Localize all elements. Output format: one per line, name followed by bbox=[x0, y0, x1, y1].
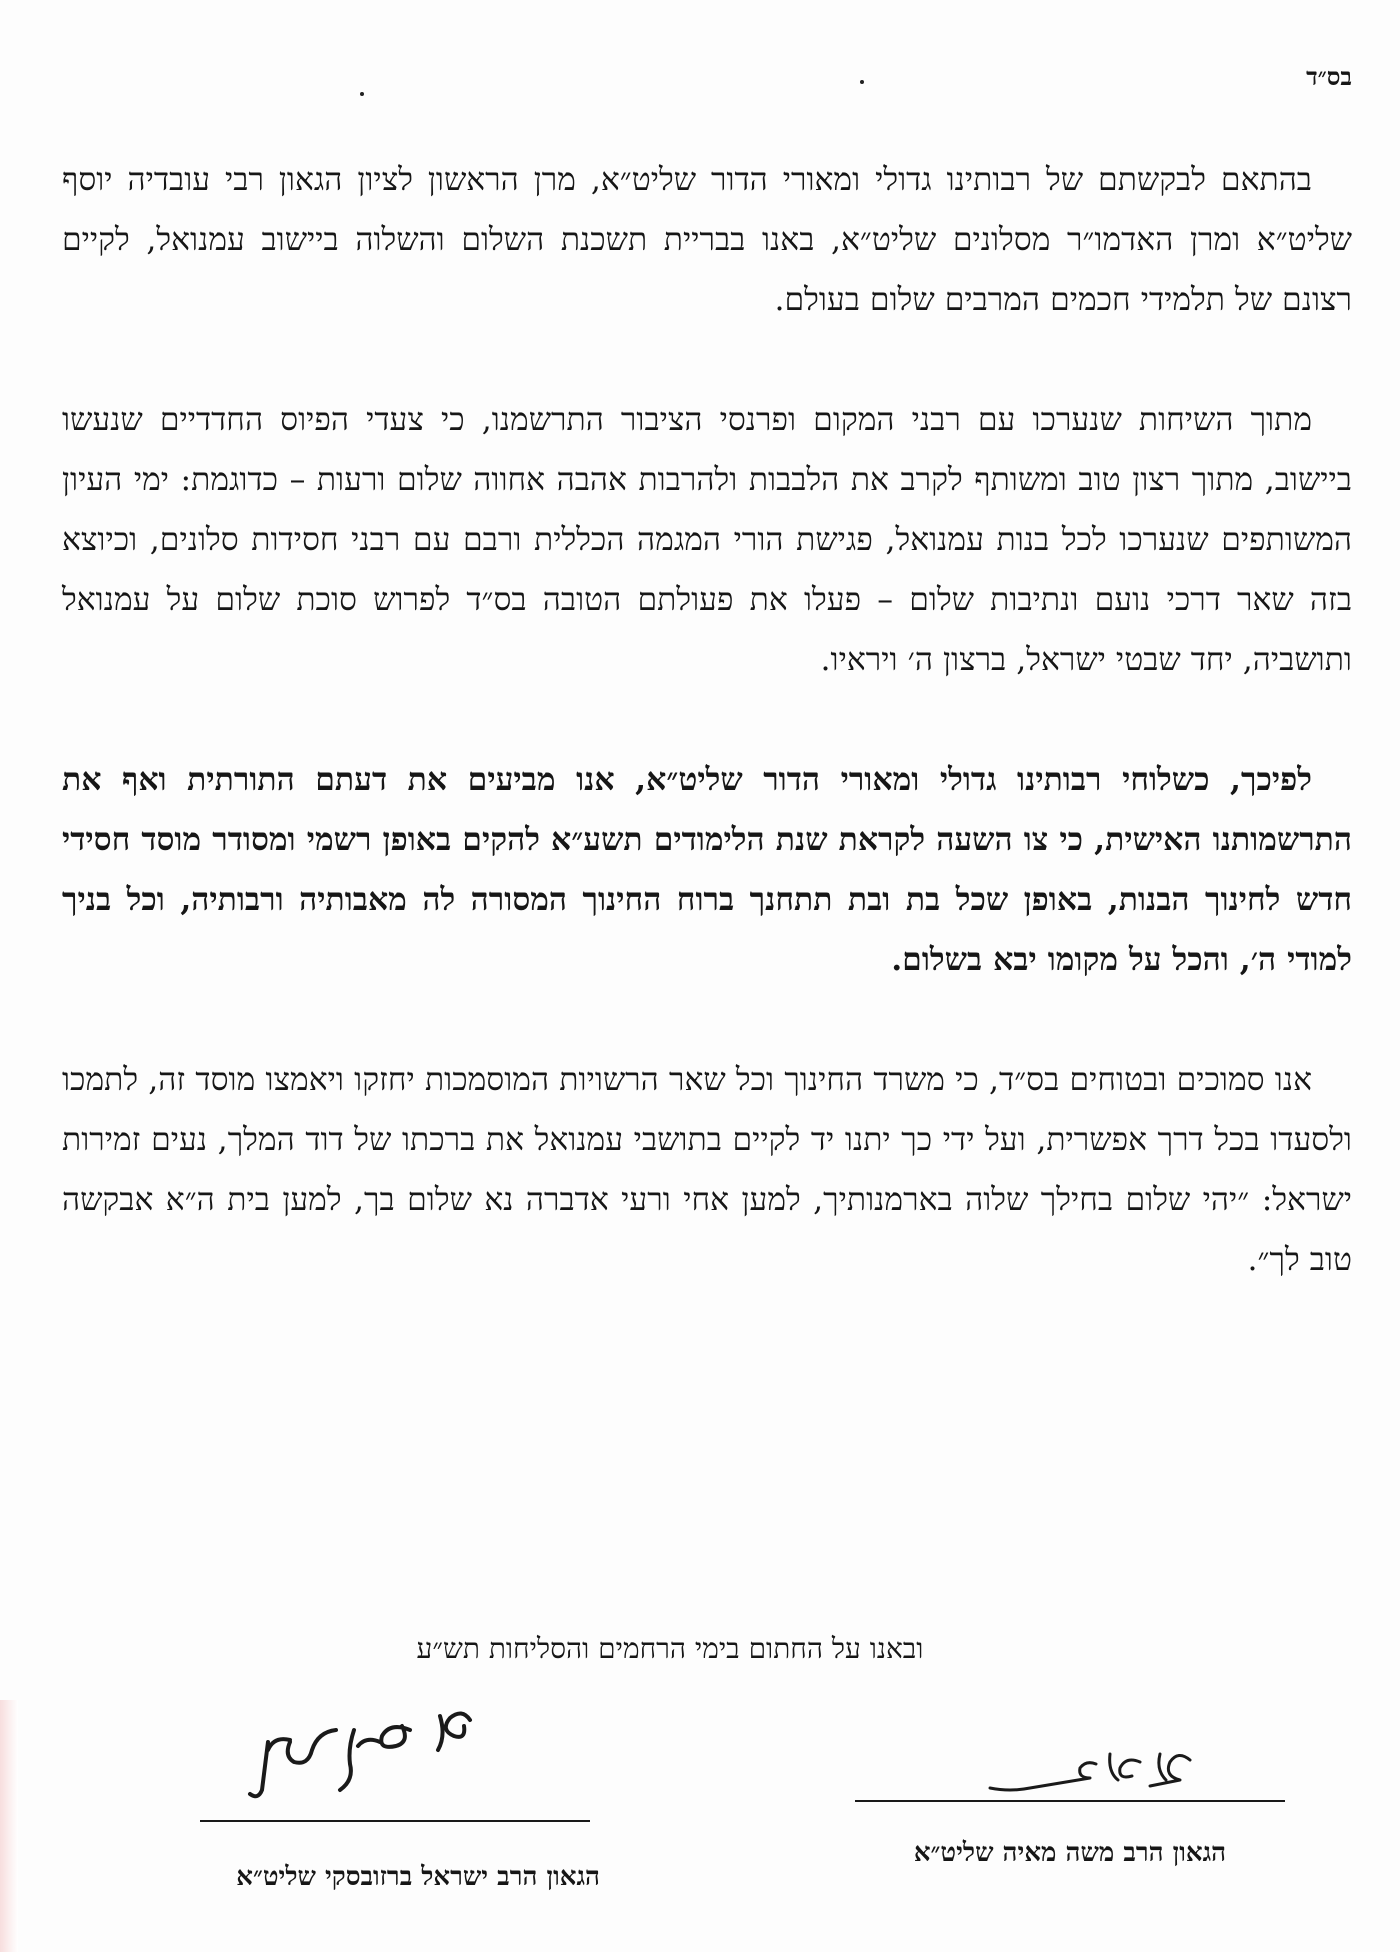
signature-line bbox=[855, 1800, 1285, 1802]
scan-speck bbox=[360, 92, 364, 96]
header-mark: בס״ד bbox=[1306, 62, 1352, 91]
signatory-name: הגאון הרב משה מאיה שליט״א bbox=[913, 1838, 1227, 1868]
signature-block-right bbox=[820, 1740, 1320, 1868]
scan-speck bbox=[860, 80, 864, 84]
closing-line: ובאנו על החתום בימי הרחמים והסליחות תש״ע bbox=[416, 1632, 924, 1665]
scan-edge-tint bbox=[0, 1700, 18, 1952]
signatory-name: הגאון הרב ישראל ברזובסקי שליט״א bbox=[236, 1862, 600, 1892]
signature-line bbox=[200, 1820, 590, 1822]
paragraph-conclusion: לפיכך, כשלוחי רבותינו גדולי ומאורי הדור שליט״א, אנו מביעים את דעתם התורתית ואף את התרשמותנו האישית, כי צו השעה לקראת שנת הלימודים תשע״א להקים באופן רשמי ומסודר מוסד חסידי חדש לחינוך הבנות, באופן שכל בת ובת תתחנך ברוח החינוך המסורה לה מאבותיה ורבותיה, וכל בניך למודי ה׳, והכל על מקומו יבא בשלום. bbox=[62, 761, 1352, 978]
signature-block-left bbox=[60, 1690, 600, 1892]
letter-body bbox=[62, 150, 1352, 1350]
handwritten-signature bbox=[920, 1740, 1220, 1800]
paragraph-request: בהתאם לבקשתם של רבותינו גדולי ומאורי הדור שליט״א, מרן הראשון לציון הגאון רבי עובדיה יוסף שליט״א ומרן האדמו״ר מסלונים שליט״א, באנו בבריית תשכנת השלום והשלוה ביישוב עמנואל, לקיים רצונם של תלמידי חכמים המרבים שלום בעולם. bbox=[62, 162, 1352, 318]
paragraph-support: אנו סמוכים ובטוחים בס״ד, כי משרד החינוך וכל שאר הרשויות המוסמכות יחזקו ויאמצו מוסד זה, לתמכו ולסעדו בכל דרך אפשרית, ועל ידי כך יתנו יד לקיים בתושבי עמנואל את ברכתו של דוד המלך, נעים זמירות ישראל: ״יהי שלום בחילך שלוה בארמנותיך, למען אחי ורעי אדברה נא שלום בך, למען בית ה״א אבקשה טוב לך״. bbox=[62, 1062, 1352, 1278]
paragraph-impressions: מתוך השיחות שנערכו עם רבני המקום ופרנסי הציבור התרשמנו, כי צעדי הפיוס החדדיים שנעשו ביישוב, מתוך רצון טוב ומשותף לקרב את הלבבות ולהרבות אהבה אחווה שלום ורעות – כדוגמת: ימי העיון המשותפים שנערכו לכל בנות עמנואל, פגישת הורי המגמה הכללית ורבם עם רבני חסידות סלונים, וכיוצא בזה שאר דרכי נועם ונתיבות שלום – פעלו את פעולתם הטובה בס״ד לפרוש סוכת שלום על עמנואל ותושביה, יחד שבטי ישראל, ברצון ה׳ ויראיו. bbox=[62, 402, 1352, 678]
handwritten-signature bbox=[140, 1690, 520, 1820]
